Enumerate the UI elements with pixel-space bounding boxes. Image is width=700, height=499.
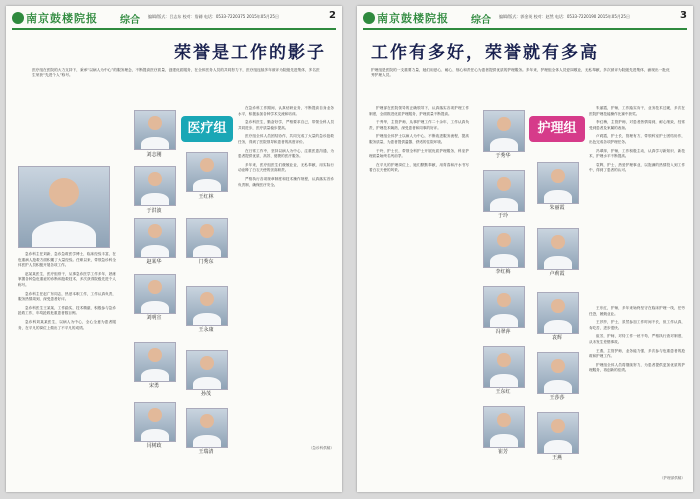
portrait-coat bbox=[141, 193, 170, 206]
doctor-name: 于洪波 bbox=[146, 208, 162, 214]
portrait-coat bbox=[490, 314, 519, 328]
portrait-coat bbox=[141, 245, 170, 258]
page-number: 2 bbox=[329, 10, 336, 21]
paragraph: 急诊科主任赵广东同志，热爱本职工作，工作认真负责，服务热情周到，深受患者好评。 bbox=[18, 291, 116, 302]
portrait-head bbox=[551, 299, 565, 313]
logo-text: 南京鼓楼院报 bbox=[26, 12, 98, 25]
paragraph: 在日常工作中，坚持以病人为中心，注重医患沟通，为患者提供优质、高效、便捷的医疗服务。 bbox=[238, 148, 334, 159]
portrait-head bbox=[148, 408, 162, 422]
portrait-coat bbox=[193, 377, 222, 390]
masthead bbox=[363, 8, 687, 30]
paragraph: 护理组全体人员将继续努力，为患者提供更加优质的护理服务，再创新的佳绩。 bbox=[589, 362, 685, 373]
article-byline: （护理部供稿） bbox=[659, 476, 685, 480]
portrait-coat bbox=[544, 190, 573, 204]
portrait-coat bbox=[490, 374, 519, 388]
nurse-photo bbox=[483, 170, 525, 212]
portrait-head bbox=[551, 359, 565, 373]
portrait-coat bbox=[544, 440, 573, 454]
portrait-head bbox=[200, 356, 214, 370]
section-tag: 综合 bbox=[120, 15, 140, 26]
paragraph: 急诊科医生，勤奋好学，严格要求自己，带领全科人员共同进步，医疗质量稳步提高。 bbox=[238, 120, 334, 130]
nurse-photo bbox=[483, 346, 525, 388]
doctor-photo-large bbox=[18, 166, 110, 248]
paragraph: 王莎莎，护士，虽然参加工作时间不长，但工作认真，肯吃苦，进步很快。 bbox=[589, 320, 685, 330]
portrait-coat bbox=[490, 434, 519, 448]
portrait-coat bbox=[193, 179, 222, 192]
doctor-photo bbox=[186, 350, 228, 390]
doctor-photo bbox=[134, 218, 176, 258]
nurse-name: 王东红 bbox=[495, 389, 511, 395]
lead-paragraph: 医疗组在医院的大力支持下，秉承“以病人为中心”的服务理念，不断提高医疗质量，创建优质服务，在全体医务人员的共同努力下，医疗组连续多年被评为院级先进集体，多名医生荣获“先进个人”称号。 bbox=[32, 68, 320, 77]
nurse-photo bbox=[537, 162, 579, 204]
portrait-head bbox=[551, 235, 565, 249]
portrait-head bbox=[148, 224, 162, 238]
paragraph: 袁辉，护士，热爱护理事业，以饱满的热情投入到工作中，得到了患者的认可。 bbox=[589, 162, 685, 173]
nurse-name: 朱丽霞 bbox=[549, 205, 565, 211]
paragraph: 赵某某医生，医疗组骨干，从事急诊医学工作多年，熟练掌握各种急危重症的诊断和抢救技术，多次获得院级先进个人称号。 bbox=[18, 271, 116, 287]
page-headline: 荣誉是工作的影子 bbox=[174, 43, 326, 63]
nurse-name: 于玲 bbox=[497, 213, 508, 219]
portrait-coat bbox=[141, 301, 170, 314]
portrait-head bbox=[497, 117, 511, 131]
masthead bbox=[12, 8, 336, 30]
doctor-photo bbox=[134, 166, 176, 206]
doctor-name: 王红林 bbox=[198, 194, 214, 200]
portrait-coat bbox=[141, 429, 170, 442]
hospital-emblem-icon bbox=[12, 12, 24, 24]
portrait-coat bbox=[544, 320, 573, 334]
portrait-head bbox=[497, 413, 511, 427]
doctor-name: 赵某华 bbox=[146, 259, 162, 265]
portrait-coat bbox=[141, 369, 170, 382]
paragraph: 多年来，医疗组医生们兢兢业业，无私奉献，用实际行动诠释了白衣天使的崇高职责。 bbox=[238, 162, 334, 173]
doctor-name: 门秀东 bbox=[198, 259, 214, 265]
doctor-photo bbox=[134, 402, 176, 442]
doctor-photo bbox=[186, 152, 228, 192]
paragraph: 在平凡的护理岗位上，她们默默奉献，用青春和汗水书写着白衣天使的风采。 bbox=[369, 162, 469, 173]
portrait-coat bbox=[141, 137, 170, 150]
paragraph: 在急诊科工作期间，认真钻研业务，不断提高自身业务水平，积极参加各种学术交流和培训。 bbox=[238, 106, 334, 116]
portrait-head bbox=[148, 172, 162, 186]
doctor-name: 刘明宣 bbox=[146, 315, 162, 321]
doctor-photo bbox=[134, 274, 176, 314]
portrait-head bbox=[497, 233, 511, 247]
article-column-2 bbox=[238, 106, 334, 191]
article-column-1 bbox=[18, 252, 116, 334]
portrait-head bbox=[200, 224, 214, 238]
left-page bbox=[6, 6, 342, 492]
paragraph: 于秀华，主管护师，从事护理工作二十余年，工作认真负责，护理技术娴熟，深受患者和同事的好评。 bbox=[369, 120, 469, 130]
portrait-coat bbox=[490, 254, 519, 268]
portrait-coat bbox=[544, 380, 573, 394]
right-page bbox=[357, 6, 693, 492]
doctor-photo bbox=[134, 110, 176, 150]
paragraph: 护理组全体护士以病人为中心，不断改进服务流程，提高服务质量，为患者提供温馨、舒适的住院环境。 bbox=[369, 134, 469, 144]
page-meta: 编辑/版式：吕志东 校对：詹碲 电话：0533-7220375 2015年05月25日 bbox=[148, 14, 279, 19]
nurse-photo bbox=[483, 110, 525, 152]
nurse-name: 李红梅 bbox=[495, 269, 511, 275]
article-column-2 bbox=[589, 106, 685, 177]
portrait-head bbox=[200, 414, 214, 428]
nurse-photo bbox=[537, 228, 579, 270]
portrait-head bbox=[148, 280, 162, 294]
paragraph: 王燕，主管护师，业务能力强，多次参与危重患者的抢救和护理工作。 bbox=[589, 348, 685, 359]
portrait-head bbox=[200, 158, 214, 172]
paragraph: 崔芳，护师，对待工作一丝不苟，严格执行查对制度，从未发生差错事故。 bbox=[589, 334, 685, 344]
doctor-photo bbox=[186, 286, 228, 326]
doctor-name: 王永康 bbox=[198, 327, 214, 333]
section-banner: 医疗组 bbox=[181, 116, 233, 142]
portrait-head bbox=[551, 169, 565, 183]
newspaper-logo bbox=[363, 10, 449, 26]
nurse-photo bbox=[483, 286, 525, 328]
page-headline: 工作有多好，荣誉就有多高 bbox=[371, 43, 599, 63]
portrait-head bbox=[551, 419, 565, 433]
page-number: 3 bbox=[680, 10, 687, 21]
portrait-coat bbox=[490, 198, 519, 212]
paragraph: 护理部在医院领导的正确领导下，认真落实各项护理工作制度，全面推进优质护理服务，护理质量不断提高。 bbox=[369, 106, 469, 116]
portrait-head bbox=[497, 353, 511, 367]
logo-text: 南京鼓楼院报 bbox=[377, 12, 449, 25]
portrait-coat bbox=[193, 313, 222, 326]
hospital-emblem-icon bbox=[363, 12, 375, 24]
portrait-head bbox=[200, 292, 214, 306]
portrait-coat bbox=[544, 256, 573, 270]
paragraph: 急诊科刘某某医生，以病人为中心，全心全意为患者服务，在平凡的岗位上做出了不平凡的成绩。 bbox=[18, 319, 116, 330]
article-byline: （急诊科供稿） bbox=[308, 446, 334, 450]
section-banner: 护理组 bbox=[529, 116, 585, 142]
portrait-coat bbox=[193, 245, 222, 258]
lead-paragraph: 护理组是医院的一支重要力量，她们用爱心、耐心、细心和责任心为患者提供优质的护理服务。多年来，护理组全体人员爱岗敬业，无私奉献，多次被评为院级先进集体，涌现出一批优秀护理人员。 bbox=[371, 68, 670, 77]
doctor-photo bbox=[134, 342, 176, 382]
article-column-3 bbox=[589, 306, 685, 377]
paragraph: 冯翠萍，护师，工作积极主动，认真学习新知识、新技术，护理水平不断提高。 bbox=[589, 148, 685, 159]
doctor-name: 宋勇 bbox=[148, 383, 159, 389]
newspaper-logo bbox=[12, 10, 98, 26]
doctor-name: 孙茂 bbox=[200, 391, 211, 397]
paragraph: 朱丽霞，护师，工作踏实肯干，业务技术过硬，多次在医院护理技能操作比赛中获奖。 bbox=[589, 106, 685, 116]
portrait-coat bbox=[32, 221, 97, 248]
page-meta: 编辑/版式：郭金英 校对：赵然 电话：0533-7220190 2015年05月25日 bbox=[499, 14, 630, 19]
doctor-name: 刘志刚 bbox=[146, 152, 162, 158]
portrait-head bbox=[497, 177, 511, 191]
nurse-name: 于秀华 bbox=[495, 153, 511, 159]
paragraph: 李红梅，主管护师，对患者热情周到，耐心细致，经常受到患者及家属的表扬。 bbox=[589, 120, 685, 130]
nurse-photo bbox=[483, 226, 525, 268]
nurse-name: 王燕 bbox=[551, 455, 562, 461]
paragraph: 急诊科医生王某某，工作踏实，技术精湛，积极参与急诊抢救工作，年均抢救危重患者数百例。 bbox=[18, 305, 116, 316]
nurse-photo bbox=[537, 412, 579, 454]
paragraph: 于玲，护士长，带领全科护士开展优质护理服务，科室护理质量始终名列前茅。 bbox=[369, 148, 469, 159]
doctor-photo bbox=[186, 408, 228, 448]
portrait-head bbox=[497, 293, 511, 307]
portrait-coat bbox=[490, 138, 519, 152]
portrait-head bbox=[49, 178, 80, 207]
nurse-name: 崔芳 bbox=[497, 449, 508, 455]
portrait-coat bbox=[193, 435, 222, 448]
portrait-head bbox=[148, 116, 162, 130]
paragraph: 严格执行各项规章制度和技术操作规程，认真落实首诊负责制，确保医疗安全。 bbox=[238, 176, 334, 187]
paragraph: 急诊科主任刘新，急诊急救医学博士，临床经验丰富，在危重病人抢救方面积累了大量经验。任职以来，带领急诊科全体医护人员积极开展各项工作。 bbox=[18, 252, 116, 268]
nurse-photo bbox=[537, 352, 579, 394]
article-column-1 bbox=[369, 106, 469, 177]
section-tag: 综合 bbox=[471, 15, 491, 26]
paragraph: 医疗组全体人员团结协作，共同完成了大量的急诊抢救任务，得到了医院领导和患者的高度评价。 bbox=[238, 134, 334, 144]
doctor-name: 王瑞清 bbox=[198, 449, 214, 455]
nurse-name: 卢莉霞 bbox=[549, 271, 565, 277]
doctor-photo bbox=[186, 218, 228, 258]
doctor-name: 闫树政 bbox=[146, 443, 162, 449]
nurse-name: 王莎莎 bbox=[549, 395, 565, 401]
paragraph: 卢莉霞，护士长，管理有方，带领科室护士团结协作，出色完成各项护理任务。 bbox=[589, 134, 685, 144]
nurse-name: 冯翠萍 bbox=[495, 329, 511, 335]
nurse-name: 袁辉 bbox=[551, 335, 562, 341]
paragraph: 王东红，护师，多年来始终坚守在临床护理一线，任劳任怨，兢兢业业。 bbox=[589, 306, 685, 316]
nurse-photo bbox=[537, 292, 579, 334]
nurse-photo bbox=[483, 406, 525, 448]
portrait-head bbox=[148, 348, 162, 362]
